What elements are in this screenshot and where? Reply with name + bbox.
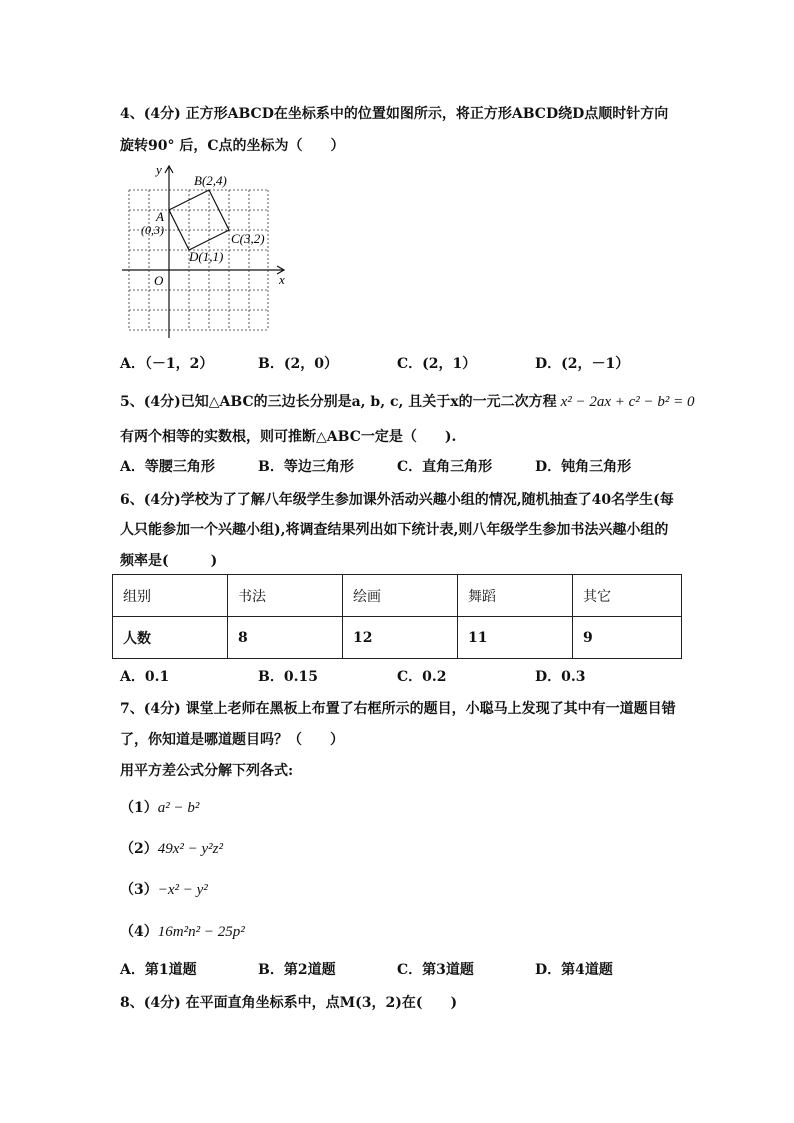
q6-stem-line2: 人只能参加一个兴趣小组),将调查结果列出如下统计表,则八年级学生参加书法兴趣小组的: [120, 522, 669, 538]
q7-option-c[interactable]: C．第3道题: [397, 962, 474, 978]
q5-stem-text: 5、(4分)已知△ABC的三边长分别是a, b, c, 且关于x的一元二次方程: [120, 394, 557, 410]
q7-stem-line3: 用平方差公式分解下列各式:: [120, 763, 294, 779]
q4-stem-line2: 旋转90° 后，C点的坐标为（ ）: [120, 138, 345, 154]
table-cell: 11: [458, 617, 573, 659]
table-header-row: [113, 575, 682, 617]
table-cell: 绘画: [343, 575, 458, 617]
q6-option-a[interactable]: A．0.1: [120, 669, 170, 685]
q7-item-4: [120, 921, 245, 941]
q4-option-d[interactable]: D．(2，－1）: [535, 356, 630, 372]
table-cell: 8: [228, 617, 343, 659]
item-number: （3）: [120, 882, 158, 898]
q5-option-c[interactable]: C．直角三角形: [397, 459, 493, 475]
item-expression: −x² − y²: [157, 882, 208, 898]
table-cell: 组别: [113, 575, 228, 617]
q5-option-b[interactable]: B．等边三角形: [258, 459, 354, 475]
q5-stem-line2: 有两个相等的实数根，则可推断△ABC一定是（ ).: [120, 429, 457, 445]
q6-stem-line3: 频率是( ): [120, 553, 218, 569]
q8-stem-line1: 8、(4分) 在平面直角坐标系中，点M(3，2)在( ): [120, 995, 458, 1011]
q5-stem-line1: [120, 391, 695, 411]
item-number: （2）: [120, 841, 158, 857]
q7-option-d[interactable]: D．第4道题: [535, 962, 613, 978]
point-b-label: B(2,4): [194, 173, 227, 188]
item-expression: 16m²n² − 25p²: [157, 924, 245, 940]
q4-option-c[interactable]: C．(2，1）: [397, 356, 477, 372]
q7-option-a[interactable]: A．第1道题: [120, 962, 197, 978]
square-abcd: [169, 190, 229, 250]
q7-item-2: [120, 838, 223, 858]
table-cell: 书法: [228, 575, 343, 617]
q7-stem-line2: 了，你知道是哪道题目吗？（ ）: [120, 732, 344, 748]
q4-stem-line1: 4、(4分) 正方形ABCD在坐标系中的位置如图所示，将正方形ABCD绕D点顺时针方向: [120, 106, 669, 122]
q4-option-a[interactable]: A．（－1，2）: [120, 356, 214, 372]
q7-option-b[interactable]: B．第2道题: [258, 962, 336, 978]
table-cell: 人数: [113, 617, 228, 659]
table-row: [113, 617, 682, 659]
q5-option-d[interactable]: D．钝角三角形: [535, 459, 632, 475]
q4-coordinate-figure: [118, 160, 298, 340]
item-expression: 49x² − y²z²: [157, 841, 224, 857]
q6-stem-line1: 6、(4分)学校为了了解八年级学生参加课外活动兴趣小组的情况,随机抽查了40名学生(每: [120, 492, 674, 508]
origin-label: O: [154, 273, 164, 288]
q7-item-3: [120, 879, 208, 899]
item-number: （1）: [120, 800, 158, 816]
q6-option-d[interactable]: D．0.3: [535, 669, 586, 685]
item-expression: a² − b²: [157, 800, 200, 816]
q6-stat-table: [112, 574, 682, 659]
y-axis-label: y: [156, 162, 162, 177]
q4-option-b[interactable]: B．(2，0）: [258, 356, 338, 372]
x-axis-label: x: [279, 272, 285, 287]
q5-equation: x² − 2ax + c² − b² = 0: [560, 394, 695, 410]
q6-option-c[interactable]: C．0.2: [397, 669, 447, 685]
point-a-label: A: [156, 209, 164, 224]
q7-item-1: [120, 797, 199, 817]
table-cell: 9: [573, 617, 682, 659]
table-cell: 其它: [573, 575, 682, 617]
point-c-label: C(3,2): [231, 231, 265, 246]
table-cell: 12: [343, 617, 458, 659]
q6-option-b[interactable]: B．0.15: [258, 669, 318, 685]
point-d-label: D(1,1): [189, 249, 224, 264]
table-cell: 舞蹈: [458, 575, 573, 617]
q7-stem-line1: 7、(4分) 课堂上老师在黑板上布置了右框所示的题目，小聪马上发现了其中有一道题目错: [120, 701, 676, 717]
item-number: （4）: [120, 924, 158, 940]
q5-option-a[interactable]: A．等腰三角形: [120, 459, 215, 475]
point-a-coord: (0,3): [141, 223, 164, 237]
